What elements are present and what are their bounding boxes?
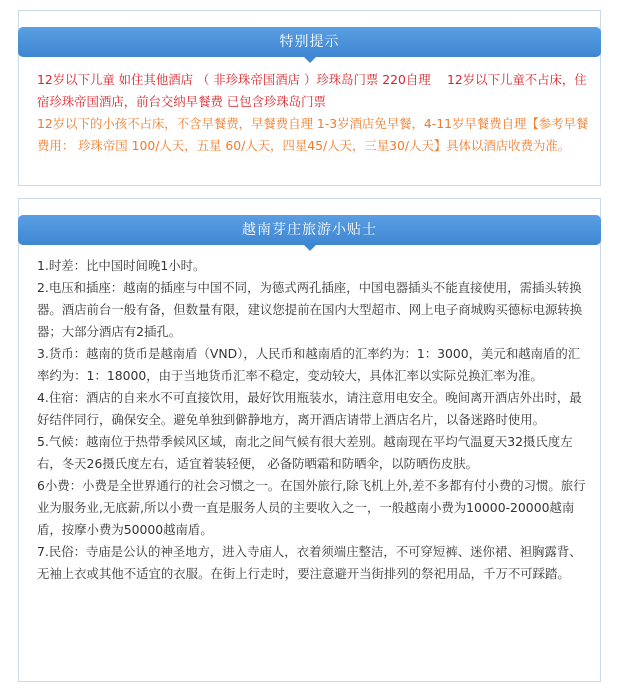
travel-tips-body: [37, 255, 586, 585]
breakfast-fee-notice: 12岁以下的小孩不占床，不含早餐费，早餐费自理 1-3岁酒店免早餐，4-11岁早餐费自理【参考早餐费用： 珍珠帝国 100/人天，五星 60/人天，四星45/人天，三星30/人天】具体以酒店收费为准。: [37, 116, 589, 153]
special-notice-body: [37, 69, 590, 157]
travel-tips-title: 越南芽庄旅游小贴士: [242, 222, 377, 238]
tip-time-difference: 1.时差：比中国时间晚1小时。: [37, 258, 206, 273]
tip-voltage-socket: 2.电压和插座：越南的插座与中国不同，为德式两孔插座，中国电器插头不能直接使用，需插头转换器。酒店前台一般有备，但数量有限，建议您提前在国内大型超市、网上电子商城购买德标电源转换器；大部分酒店有2插孔。: [37, 280, 583, 339]
tip-accommodation: 4.住宿：酒店的自来水不可直接饮用，最好饮用瓶装水，请注意用电安全。晚间离开酒店外出时，最好结伴同行，确保安全。避免单独到僻静地方，离开酒店请带上酒店名片，以备迷路时使用。: [37, 390, 582, 427]
travel-tips-card: [18, 198, 601, 682]
tip-customs: 7.民俗：寺庙是公认的神圣地方，进入寺庙人，衣着须端庄整洁，不可穿短裤、迷你裙、袒胸露背、无袖上衣或其他不适宜的衣服。在街上行走时，要注意避开当街排列的祭祀用品，千万不可踩踏。: [37, 544, 582, 581]
tip-currency: 3.货币：越南的货币是越南盾（VND），人民币和越南盾的汇率约为：1：3000，美元和越南盾的汇率约为：1：18000，由于当地货币汇率不稳定，变动较大，具体汇率以实际兑换汇率为准。: [37, 346, 581, 383]
banner-notch-icon: [304, 245, 316, 251]
special-notice-banner: [18, 27, 601, 57]
travel-tips-banner: [18, 215, 601, 245]
child-ticket-notice: 12岁以下儿童 如住其他酒店 （ 非珍珠帝国酒店 ）珍珠岛门票 220自理 12岁以下儿童不占床，住宿珍珠帝国酒店，前台交纳早餐费 已包含珍珠岛门票: [37, 72, 587, 109]
special-notice-card: [18, 10, 601, 186]
tip-tipping: 6小费：小费是全世界通行的社会习惯之一。在国外旅行,除飞机上外,差不多都有付小费的习惯。旅行业为服务业,无底薪,所以小费一直是服务人员的主要收入之一，一般越南小费为10000-20000越南盾，按摩小费为50000越南盾。: [37, 478, 586, 537]
banner-notch-icon: [304, 57, 316, 63]
special-notice-title: 特别提示: [279, 34, 340, 50]
tip-climate: 5.气候：越南位于热带季候风区域，南北之间气候有很大差别。越南现在平均气温夏天32摄氏度左右，冬天26摄氏度左右，适宜着装轻便， 必备防晒霜和防晒伞，以防晒伤皮肤。: [37, 434, 573, 471]
